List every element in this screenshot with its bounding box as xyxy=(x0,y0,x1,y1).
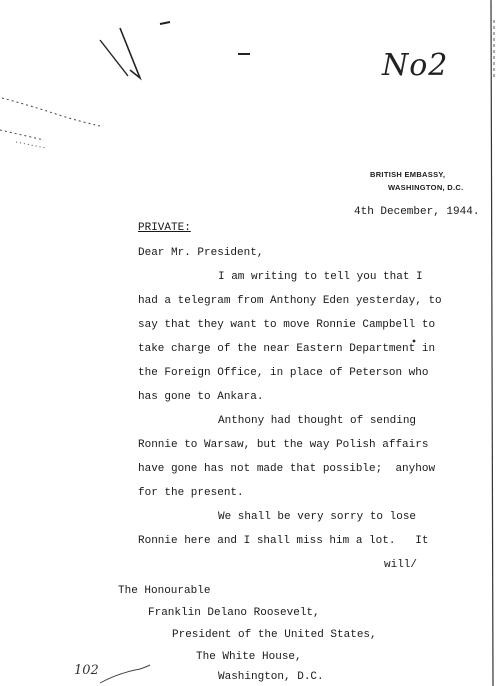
handwritten-reference: No2 xyxy=(382,48,449,83)
address-line: Washington, D.C. xyxy=(218,671,324,683)
body-line: take charge of the near Eastern Department in xyxy=(138,343,436,355)
body-line: say that they want to move Ronnie Campbell to xyxy=(138,319,436,331)
body-line: We shall be very sorry to lose xyxy=(218,511,417,523)
address-line: Franklin Delano Roosevelt, xyxy=(148,607,320,619)
address-line: The White House, xyxy=(196,651,302,663)
body-line: have gone has not made that possible; anyhow xyxy=(138,463,436,475)
address-line: The Honourable xyxy=(118,585,211,597)
body-continuation: will/ xyxy=(384,559,418,571)
body-line: Ronnie here and I shall miss him a lot. It xyxy=(138,535,429,547)
letter-date: 4th December, 1944. xyxy=(354,206,480,218)
letterhead-embassy: BRITISH EMBASSY, xyxy=(370,170,446,179)
body-line: the Foreign Office, in place of Peterson who xyxy=(138,367,429,379)
body-line: had a telegram from Anthony Eden yesterday, to xyxy=(138,295,442,307)
body-line: for the present. xyxy=(138,487,244,499)
body-line: has gone to Ankara. xyxy=(138,391,264,403)
salutation: Dear Mr. President, xyxy=(138,247,264,259)
letterhead xyxy=(370,168,464,194)
body-line: I am writing to tell you that I xyxy=(218,271,423,283)
private-marking: PRIVATE: xyxy=(138,222,191,234)
address-line: President of the United States, xyxy=(172,629,377,641)
body-line: Anthony had thought of sending xyxy=(218,415,417,427)
footer-mark: 102 xyxy=(74,663,99,678)
letterhead-city: WASHINGTON, D.C. xyxy=(388,183,464,192)
body-line: Ronnie to Warsaw, but the way Polish affairs xyxy=(138,439,429,451)
